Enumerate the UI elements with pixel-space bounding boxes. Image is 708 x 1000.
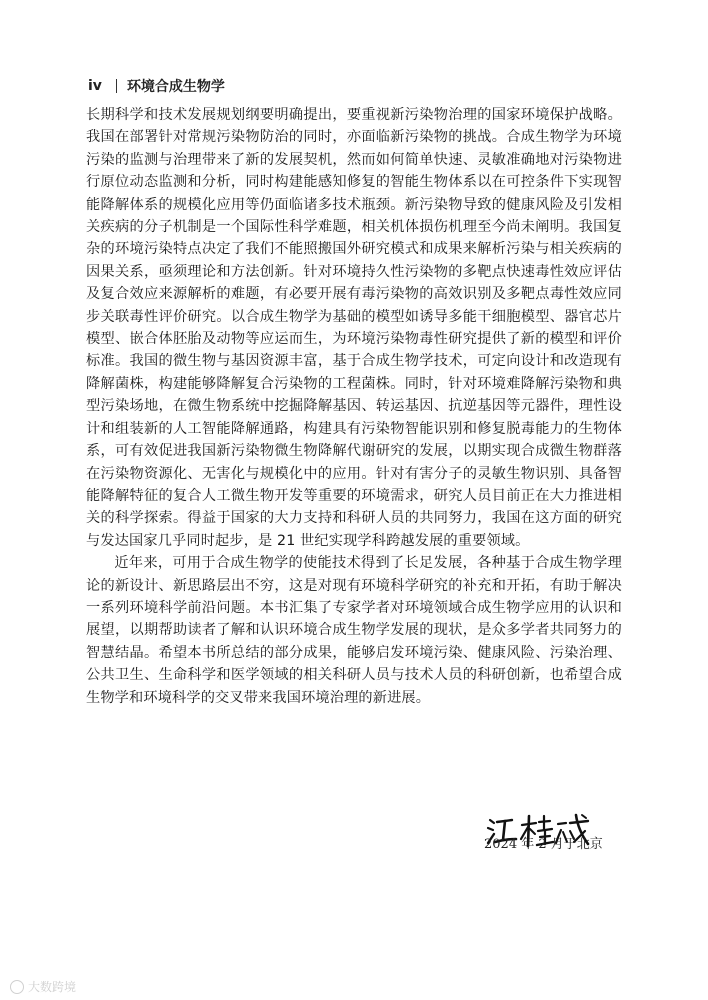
preface-body xyxy=(86,104,622,709)
book-title: 环境合成生物学 xyxy=(126,79,225,95)
paragraph-2: 近年来，可用于合成生物学的使能技术得到了长足发展，各种基于合成生物学理论的新设计、新思路层出不穷，这是对现有环境科学研究的补充和开拓，有助于解决一系列环境科学前沿问题。本书汇集了专家学者对环境领域合成生物学应用的认识和展望，以期帮助读者了解和认识环境合成生物学发展的现状，是众多学者共同努力的智慧结晶。希望本书所总结的部分成果，能够启发环境污染、健康风险、污染治理、公共卫生、生命科学和医学领域的相关科研人员与技术人员的科研创新，也希望合成生物学和环境科学的交叉带来我国环境治理的新进展。 xyxy=(86,555,622,706)
page-number: iv xyxy=(88,78,102,94)
header-divider xyxy=(116,79,117,93)
signature-date-place: 2024 年 2 月于北京 xyxy=(484,837,603,852)
running-header xyxy=(88,76,225,96)
watermark-logo-icon xyxy=(10,980,24,994)
watermark xyxy=(10,978,76,995)
watermark-text: 大数跨境 xyxy=(28,980,77,994)
paragraph-1: 长期科学和技术发展规划纲要明确提出，要重视新污染物治理的国家环境保护战略。我国在部署针对常规污染物防治的同时，亦面临新污染物的挑战。合成生物学为环境污染的监测与治理带来了新的发展契机，然而如何简单快速、灵敏准确地对污染物进行原位动态监测和分析，同时构建能感知修复的智能生物体系以在可控条件下实现智能降解体系的规模化应用等仍面临诸多技术瓶颈。新污染物导致的健康风险及引发相关疾病的分子机制是一个国际性科学难题，相关机体损伤机理至今尚未阐明。我国复杂的环境污染特点决定了我们不能照搬国外研究模式和成果来解析污染与相关疾病的因果关系，亟须理论和方法创新。针对环境持久性污染物的多靶点快速毒性效应评估及复合效应来源解析的难题，有必要开展有毒污染物的高效识别及多靶点毒性效应同步关联毒性评价研究。以合成生物学为基础的模型如诱导多能干细胞模型、器官芯片模型、嵌合体胚胎及动物等应运而生，为环境污染物毒性研究提供了新的模型和评价标准。我国的微生物与基因资源丰富，基于合成生物学技术，可定向设计和改造现有降解菌株，构建能够降解复合污染物的工程菌株。同时，针对环境难降解污染物和典型污染场地，在微生物系统中挖掘降解基因、转运基因、抗逆基因等元器件，理性设计和组装新的人工智能降解通路，构建具有污染物智能识别和修复脱毒能力的生物体系，可有效促进我国新污染物微生物降解代谢研究的发展，以期实现合成微生物群落在污染物资源化、无害化与规模化中的应用。针对有害分子的灵敏生物识别、具备智能降解特征的复合人工微生物开发等重要的环境需求，研究人员目前正在大力推进相关的科学探索。得益于国家的大力支持和科研人员的共同努力，我国在这方面的研究与发达国家几乎同时起步，是 21 世纪实现学科跨越发展的重要领域。 xyxy=(86,107,622,549)
